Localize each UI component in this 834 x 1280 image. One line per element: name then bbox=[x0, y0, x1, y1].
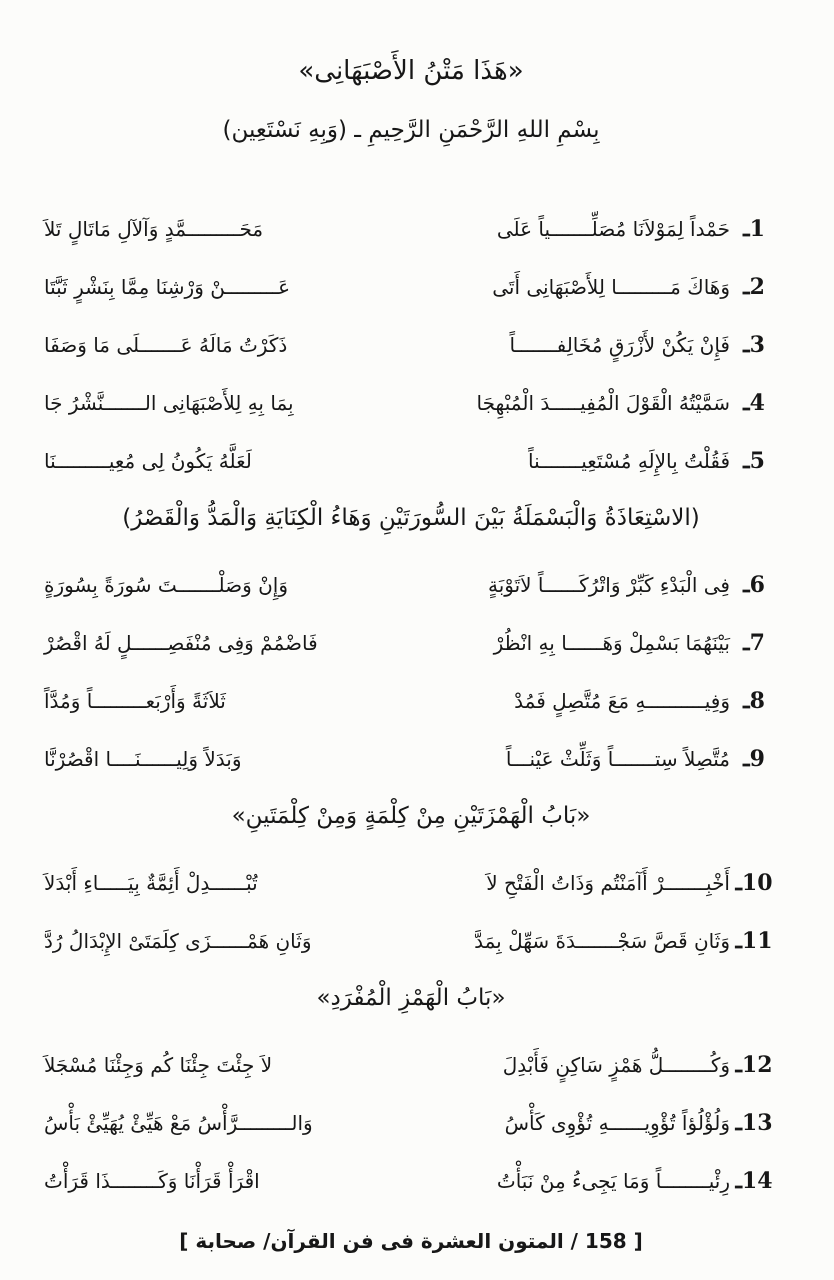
verse-row bbox=[44, 854, 778, 912]
verse-left-hemistich: اقْرَأْ قَرَأْنَا وَكَــــــــذَا قَرَأْتُ bbox=[44, 1169, 260, 1193]
verse-right-hemistich: وَلُؤْلُؤاً تُؤْوِيــــــهِ تُؤْوِى كَأْسُ bbox=[504, 1111, 730, 1135]
verse-left-hemistich: وَإِنْ وَصَلْـــــــتَ سُورَةً بِسُورَةٍ bbox=[44, 573, 288, 597]
verse-number: 6ـ bbox=[743, 572, 765, 598]
verse-number: 4ـ bbox=[743, 390, 765, 416]
verse-number: 1ـ bbox=[743, 216, 765, 242]
verse-right-hemistich: وَكُــــــــلُّ هَمْزٍ سَاكِنٍ فَأَبْدِلَ bbox=[502, 1053, 730, 1077]
section-heading: «بَابُ الْهَمْزِ الْمُفْرَدِ» bbox=[316, 985, 506, 1011]
verse-number: 9ـ bbox=[743, 746, 765, 772]
verse-row bbox=[44, 672, 778, 730]
verse-left-hemistich: وَالـــــــــرَّأْسُ مَعْ هَيِّئْ يُهَيِّئْ بَأْسُ bbox=[44, 1111, 313, 1135]
verse-number: 12ـ bbox=[735, 1052, 773, 1078]
verse-number: 13ـ bbox=[735, 1110, 773, 1136]
section-heading: «بَابُ الْهَمْزَتَيْنِ مِنْ كِلْمَةٍ وَمِنْ كِلْمَتَينِ» bbox=[231, 803, 591, 829]
verse-left-hemistich: ثَلاَثَةً وَأَرْبَعـــــــــاً وَمُدَّاً bbox=[44, 689, 226, 713]
page-footer: [ 158 / المتون العشرة فى فن القرآن/ صحابة ] bbox=[179, 1229, 643, 1253]
verse-row bbox=[44, 316, 778, 374]
verse-left-hemistich: بِمَا بِهِ لِلأَصْبَهَانِى الـــــــنَّشْرُ جَا bbox=[44, 391, 294, 415]
verse-right-hemistich: فِى الْبَدْءِ كَبِّرْ وَاتْرُكَــــــاً لاَتَوْبَةٍ bbox=[487, 573, 730, 597]
verse-row bbox=[44, 1152, 778, 1210]
verse-row bbox=[44, 432, 778, 490]
verse-left-hemistich: ذَكَرْتُ مَالَهُ عَـــــــلَى مَا وَصَفَا bbox=[44, 333, 288, 357]
verse-right-hemistich: وَهَاكَ مَـــــــــا لِلأَصْبَهَانِى أَتَى bbox=[492, 275, 730, 299]
verse-number: 5ـ bbox=[743, 448, 765, 474]
verse-row bbox=[44, 912, 778, 970]
verse-number: 3ـ bbox=[743, 332, 765, 358]
verse-number: 11ـ bbox=[735, 928, 773, 954]
verse-right-hemistich: فَإِنْ يَكُنْ لأَزْرَقٍ مُخَالِفـــــــاً bbox=[509, 333, 730, 357]
verse-number: 14ـ bbox=[735, 1168, 773, 1194]
verse-right-hemistich: أَخْبِـــــــرْ أَآمَنْتُم وَذَاتُ الْفَتْحِ لاَ bbox=[486, 871, 730, 895]
verse-right-hemistich: وَفِيــــــــــهِ مَعَ مُتَّصِلٍ فَمُدْ bbox=[514, 689, 730, 713]
verses-container bbox=[44, 200, 778, 1210]
section-heading: (الاسْتِعَاذَةُ وَالْبَسْمَلَةُ بَيْنَ السُّورَتَيْنِ وَهَاءُ الْكِنَايَةِ وَالْمَدُّ وَالْقَصْرُ) bbox=[122, 505, 700, 531]
verse-left-hemistich: لاَ جِئْتَ جِئْنَا كُم وَجِئْنَا مُسْجَلاَ bbox=[44, 1053, 273, 1077]
verse-number: 10ـ bbox=[735, 870, 773, 896]
verse-left-hemistich: فَاضْمُمْ وَفِى مُنْفَصِــــــلٍ لَهُ اقْصُرْ bbox=[44, 631, 318, 655]
basmala-line: بِسْمِ اللهِ الرَّحْمَنِ الرَّحِيمِ ـ (وَبِهِ نَسْتَعِين) bbox=[222, 117, 600, 143]
verse-row bbox=[44, 200, 778, 258]
verse-left-hemistich: تُبْــــــدِلْ أَئِمَّةٌ بِيَـــــاءِ أَبْدَلاَ bbox=[44, 871, 258, 895]
verse-left-hemistich: وَبَدَلاً وَلِيــــــنَــــا اقْصُرْنَّا bbox=[44, 747, 242, 771]
verse-row bbox=[44, 556, 778, 614]
verse-right-hemistich: فَقُلْتُ بِالإِلَهِ مُسْتَعِيـــــــناً bbox=[528, 449, 730, 473]
verse-left-hemistich: مَحَـــــــــمَّدٍ وَآلآلِ مَاتَالٍ تَلاَ bbox=[44, 217, 264, 241]
verse-row bbox=[44, 374, 778, 432]
verse-right-hemistich: سَمَّيْتُهُ الْقَوْلَ الْمُفِيـــــدَ الْمُبْهِجَا bbox=[476, 391, 730, 415]
verse-number: 7ـ bbox=[743, 630, 765, 656]
verse-row bbox=[44, 614, 778, 672]
verse-row bbox=[44, 258, 778, 316]
verse-left-hemistich: وَثَانِ هَمْــــــزَى كِلَمَتَىْ الإِبْدَالُ رُدَّ bbox=[44, 929, 312, 953]
verse-row bbox=[44, 1036, 778, 1094]
verse-left-hemistich: لَعَلَّهُ يَكُونُ لِى مُعِيـــــــــنَا bbox=[44, 449, 252, 473]
page-title: «هَذَا مَتْنُ الأَصْبَهَانِى» bbox=[298, 56, 524, 86]
verse-right-hemistich: بَيْنَهُمَا بَسْمِلْ وَهَــــــا بِهِ انْظُرْ bbox=[493, 631, 730, 655]
verse-number: 8ـ bbox=[743, 688, 765, 714]
verse-right-hemistich: رِئْيــــــــاً وَمَا يَجِىءُ مِنْ نَبَأْتُ bbox=[496, 1169, 730, 1193]
verse-right-hemistich: حَمْداً لِمَوْلاَنَا مُصَلِّـــــــياً عَلَى bbox=[496, 217, 730, 241]
verse-row bbox=[44, 1094, 778, 1152]
verse-right-hemistich: مُتَّصِلاً سِتـــــــاً وَثَلِّثْ عَيْنـــاً bbox=[505, 747, 730, 771]
verse-right-hemistich: وَثَانِ قَصَّ سَجْـــــــدَةَ سَهِّلْ بِمَدَّ bbox=[474, 929, 730, 953]
verse-row bbox=[44, 730, 778, 788]
verse-left-hemistich: عَـــــــــنْ وَرْشِنَا مِمَّا بِنَشْرٍ ثَبَّتَا bbox=[44, 275, 291, 299]
verse-number: 2ـ bbox=[743, 274, 765, 300]
